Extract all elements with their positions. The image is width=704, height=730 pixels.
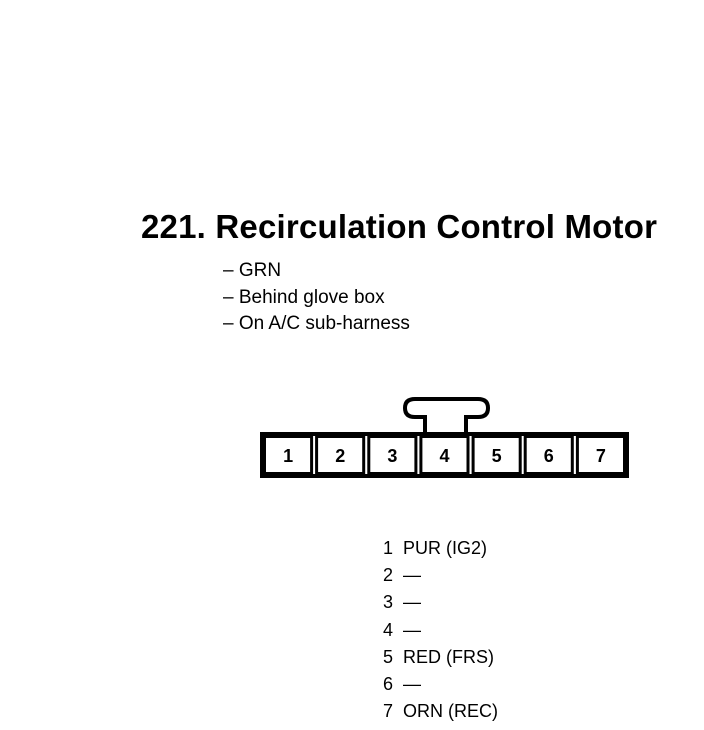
pinout-row-3: 3 — [383, 592, 421, 613]
pinout-list [383, 535, 498, 725]
cavity-label: 2 [335, 446, 346, 466]
pinout-row-4: 4 — [383, 619, 421, 640]
pinout-row-7: 7 ORN (REC) [383, 701, 498, 722]
pinout-row-2: 2 — [383, 565, 421, 586]
pinout-row-5: 5 RED (FRS) [383, 646, 494, 667]
note-location: – Behind glove box [223, 286, 385, 308]
cavity-label: 7 [595, 446, 606, 466]
page-title: 221. Recirculation Control Motor [141, 208, 658, 245]
cavity-label: 3 [387, 446, 398, 466]
cavity-label: 5 [491, 446, 502, 466]
note-color: – GRN [223, 260, 282, 281]
pinout-row-6: 6 — [383, 674, 421, 695]
note-harness: – On A/C sub-harness [223, 313, 410, 334]
cavity-label: 1 [283, 446, 294, 466]
connector-lock-tab [405, 399, 488, 432]
pinout-row-1: 1 PUR (IG2) [383, 538, 488, 558]
cavity-label: 4 [439, 446, 450, 466]
cavity-label: 6 [543, 446, 554, 466]
